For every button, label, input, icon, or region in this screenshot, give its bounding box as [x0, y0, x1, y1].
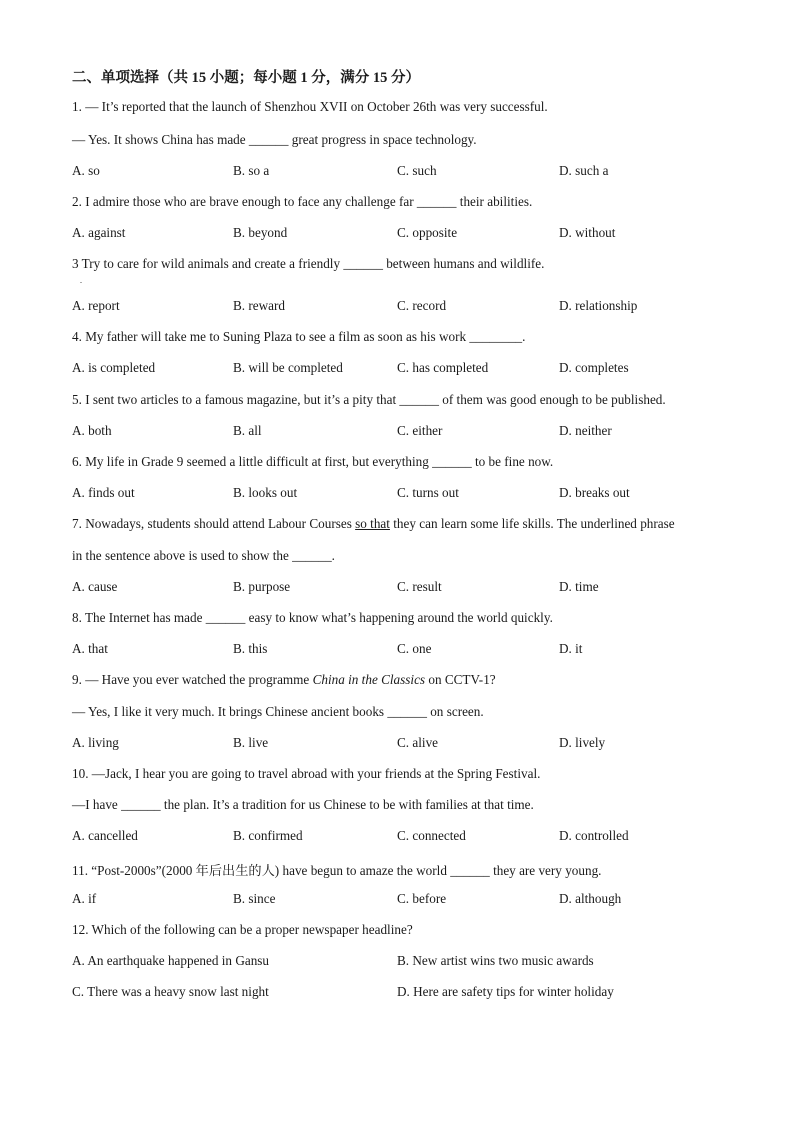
question-1-option-d: D. such a — [559, 163, 609, 178]
question-3-option-b: B. reward — [233, 298, 285, 313]
question-9-stem-start: 9. — Have you ever watched the programme — [72, 672, 313, 687]
question-9-option-a: A. living — [72, 735, 119, 750]
question-2-option-b: B. beyond — [233, 225, 288, 240]
question-12-option-d: D. Here are safety tips for winter holiday — [397, 984, 614, 999]
question-9-option-d: D. lively — [559, 735, 606, 750]
question-6-option-b: B. looks out — [233, 485, 298, 500]
question-10-stem: 10. —Jack, I hear you are going to travel abroad with your friends at the Spring Festival. — [72, 766, 541, 781]
question-1-option-b: B. so a — [233, 163, 270, 178]
question-8-stem: 8. The Internet has made ______ easy to know what’s happening around the world quickly. — [72, 610, 553, 625]
question-7-option-d: D. time — [559, 579, 599, 594]
question-7-option-a: A. cause — [72, 579, 118, 594]
question-8-option-b: B. this — [233, 641, 268, 656]
question-1-reply: — Yes. It shows China has made ______ great progress in space technology. — [72, 132, 477, 147]
question-6-option-d: D. breaks out — [559, 485, 630, 500]
question-11-option-c: C. before — [397, 891, 447, 906]
question-7-option-c: C. result — [397, 579, 442, 594]
question-10-option-b: B. confirmed — [233, 828, 303, 843]
question-4-option-a: A. is completed — [72, 360, 156, 375]
question-1-stem: 1. — It’s reported that the launch of Shenzhou XVII on October 26th was very successful. — [72, 99, 548, 114]
question-2-option-c: C. opposite — [397, 225, 458, 240]
question-5-option-d: D. neither — [559, 423, 612, 438]
question-5-option-a: A. both — [72, 423, 112, 438]
section-title: 二、单项选择（共 15 小题；每小题 1 分，满分 15 分） — [72, 70, 420, 86]
question-3-option-d: D. relationship — [559, 298, 638, 313]
question-4-stem: 4. My father will take me to Suning Plaza to see a film as soon as his work ________. — [72, 329, 526, 344]
question-6-option-a: A. finds out — [72, 485, 135, 500]
question-6-option-c: C. turns out — [397, 485, 459, 500]
programme-title: China in the Classics — [312, 672, 426, 687]
question-4-option-c: C. has completed — [397, 360, 489, 375]
question-9-stem-end: on CCTV-1? — [425, 672, 496, 687]
question-8-option-c: C. one — [397, 641, 432, 656]
question-12-option-c: C. There was a heavy snow last night — [72, 984, 269, 999]
question-7-stem-end: they can learn some life skills. The underlined phrase — [389, 516, 675, 531]
question-5-option-c: C. either — [397, 423, 443, 438]
question-3-option-a: A. report — [72, 298, 120, 313]
question-4-option-d: D. completes — [559, 360, 629, 375]
question-4-option-b: B. will be completed — [233, 360, 343, 375]
question-3-stem: 3 Try to care for wild animals and create a friendly ______ between humans and wildlife. — [72, 256, 545, 271]
question-10-option-a: A. cancelled — [72, 828, 138, 843]
question-2-stem: 2. I admire those who are brave enough to face any challenge far ______ their abilities. — [72, 194, 533, 209]
question-9-reply: — Yes, I like it very much. It brings Chinese ancient books ______ on screen. — [72, 704, 484, 719]
question-10-option-d: D. controlled — [559, 828, 629, 843]
question-11-option-b: B. since — [233, 891, 276, 906]
underlined-phrase: so that — [355, 516, 390, 531]
question-1-option-a: A. so — [72, 163, 100, 178]
question-6-stem: 6. My life in Grade 9 seemed a little difficult at first, but everything ______ to be fine now. — [72, 454, 554, 469]
question-7-option-b: B. purpose — [233, 579, 291, 594]
question-10-reply: —I have ______ the plan. It’s a tradition for us Chinese to be with families at that time. — [72, 797, 534, 812]
question-8-option-d: D. it — [559, 641, 583, 656]
question-5-stem: 5. I sent two articles to a famous magazine, but it’s a pity that ______ of them was good enough to be published. — [72, 392, 666, 407]
question-9-stem — [72, 672, 496, 688]
question-7-stem — [72, 516, 675, 532]
question-9-option-b: B. live — [233, 735, 269, 750]
question-12-option-a: A. An earthquake happened in Gansu — [72, 953, 270, 968]
question-1-option-c: C. such — [397, 163, 437, 178]
question-10-option-c: C. connected — [397, 828, 466, 843]
question-3-option-c: C. record — [397, 298, 447, 313]
question-2-option-d: D. without — [559, 225, 616, 240]
question-12-stem: 12. Which of the following can be a proper newspaper headline? — [72, 922, 413, 937]
question-7-stem-start: 7. Nowadays, students should attend Labour Courses — [72, 516, 356, 531]
question-7-stem-continued: in the sentence above is used to show the ______. — [72, 548, 335, 563]
question-11-option-a: A. if — [72, 891, 97, 906]
question-12-option-b: B. New artist wins two music awards — [397, 953, 594, 968]
question-11-stem: 11. “Post-2000s”(2000 年后出生的人) have begun to amaze the world ______ they are very young. — [72, 863, 602, 878]
question-5-option-b: B. all — [233, 423, 262, 438]
question-9-option-c: C. alive — [397, 735, 439, 750]
question-11-option-d: D. although — [559, 891, 622, 906]
stray-dot-mark: . — [80, 276, 82, 285]
question-8-option-a: A. that — [72, 641, 108, 656]
question-2-option-a: A. against — [72, 225, 126, 240]
